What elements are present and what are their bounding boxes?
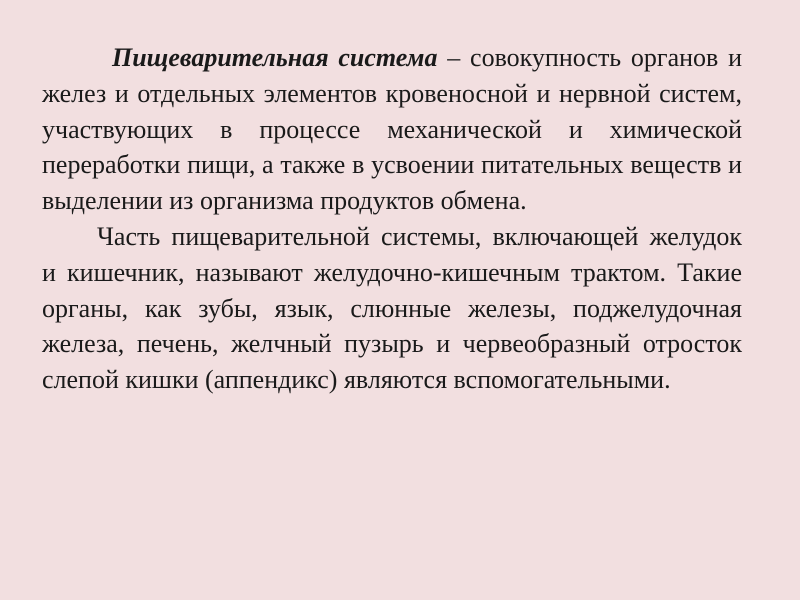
paragraph-gi-tract: Часть пищеварительной системы, включающей желудок и кишечник, называют желудочно-кишечным трактом. Такие органы, как зубы, язык, слюнные железы, поджелудочная железа, печень, желчный пузырь и червеобразный отросток слепой кишки (аппендикс) являются вспомогательными. <box>42 221 742 395</box>
text-block <box>42 40 742 398</box>
definition-text: – совокупность органов и желез и отдельных элементов кровеносной и нервной систем, участвующих в процессе механической и химической переработки пищи, а также в усвоении питательных веществ и выделении из организма продуктов обмена. <box>42 43 742 216</box>
paragraph-definition <box>42 40 742 219</box>
term-digestive-system: Пищеварительная система <box>112 43 438 72</box>
